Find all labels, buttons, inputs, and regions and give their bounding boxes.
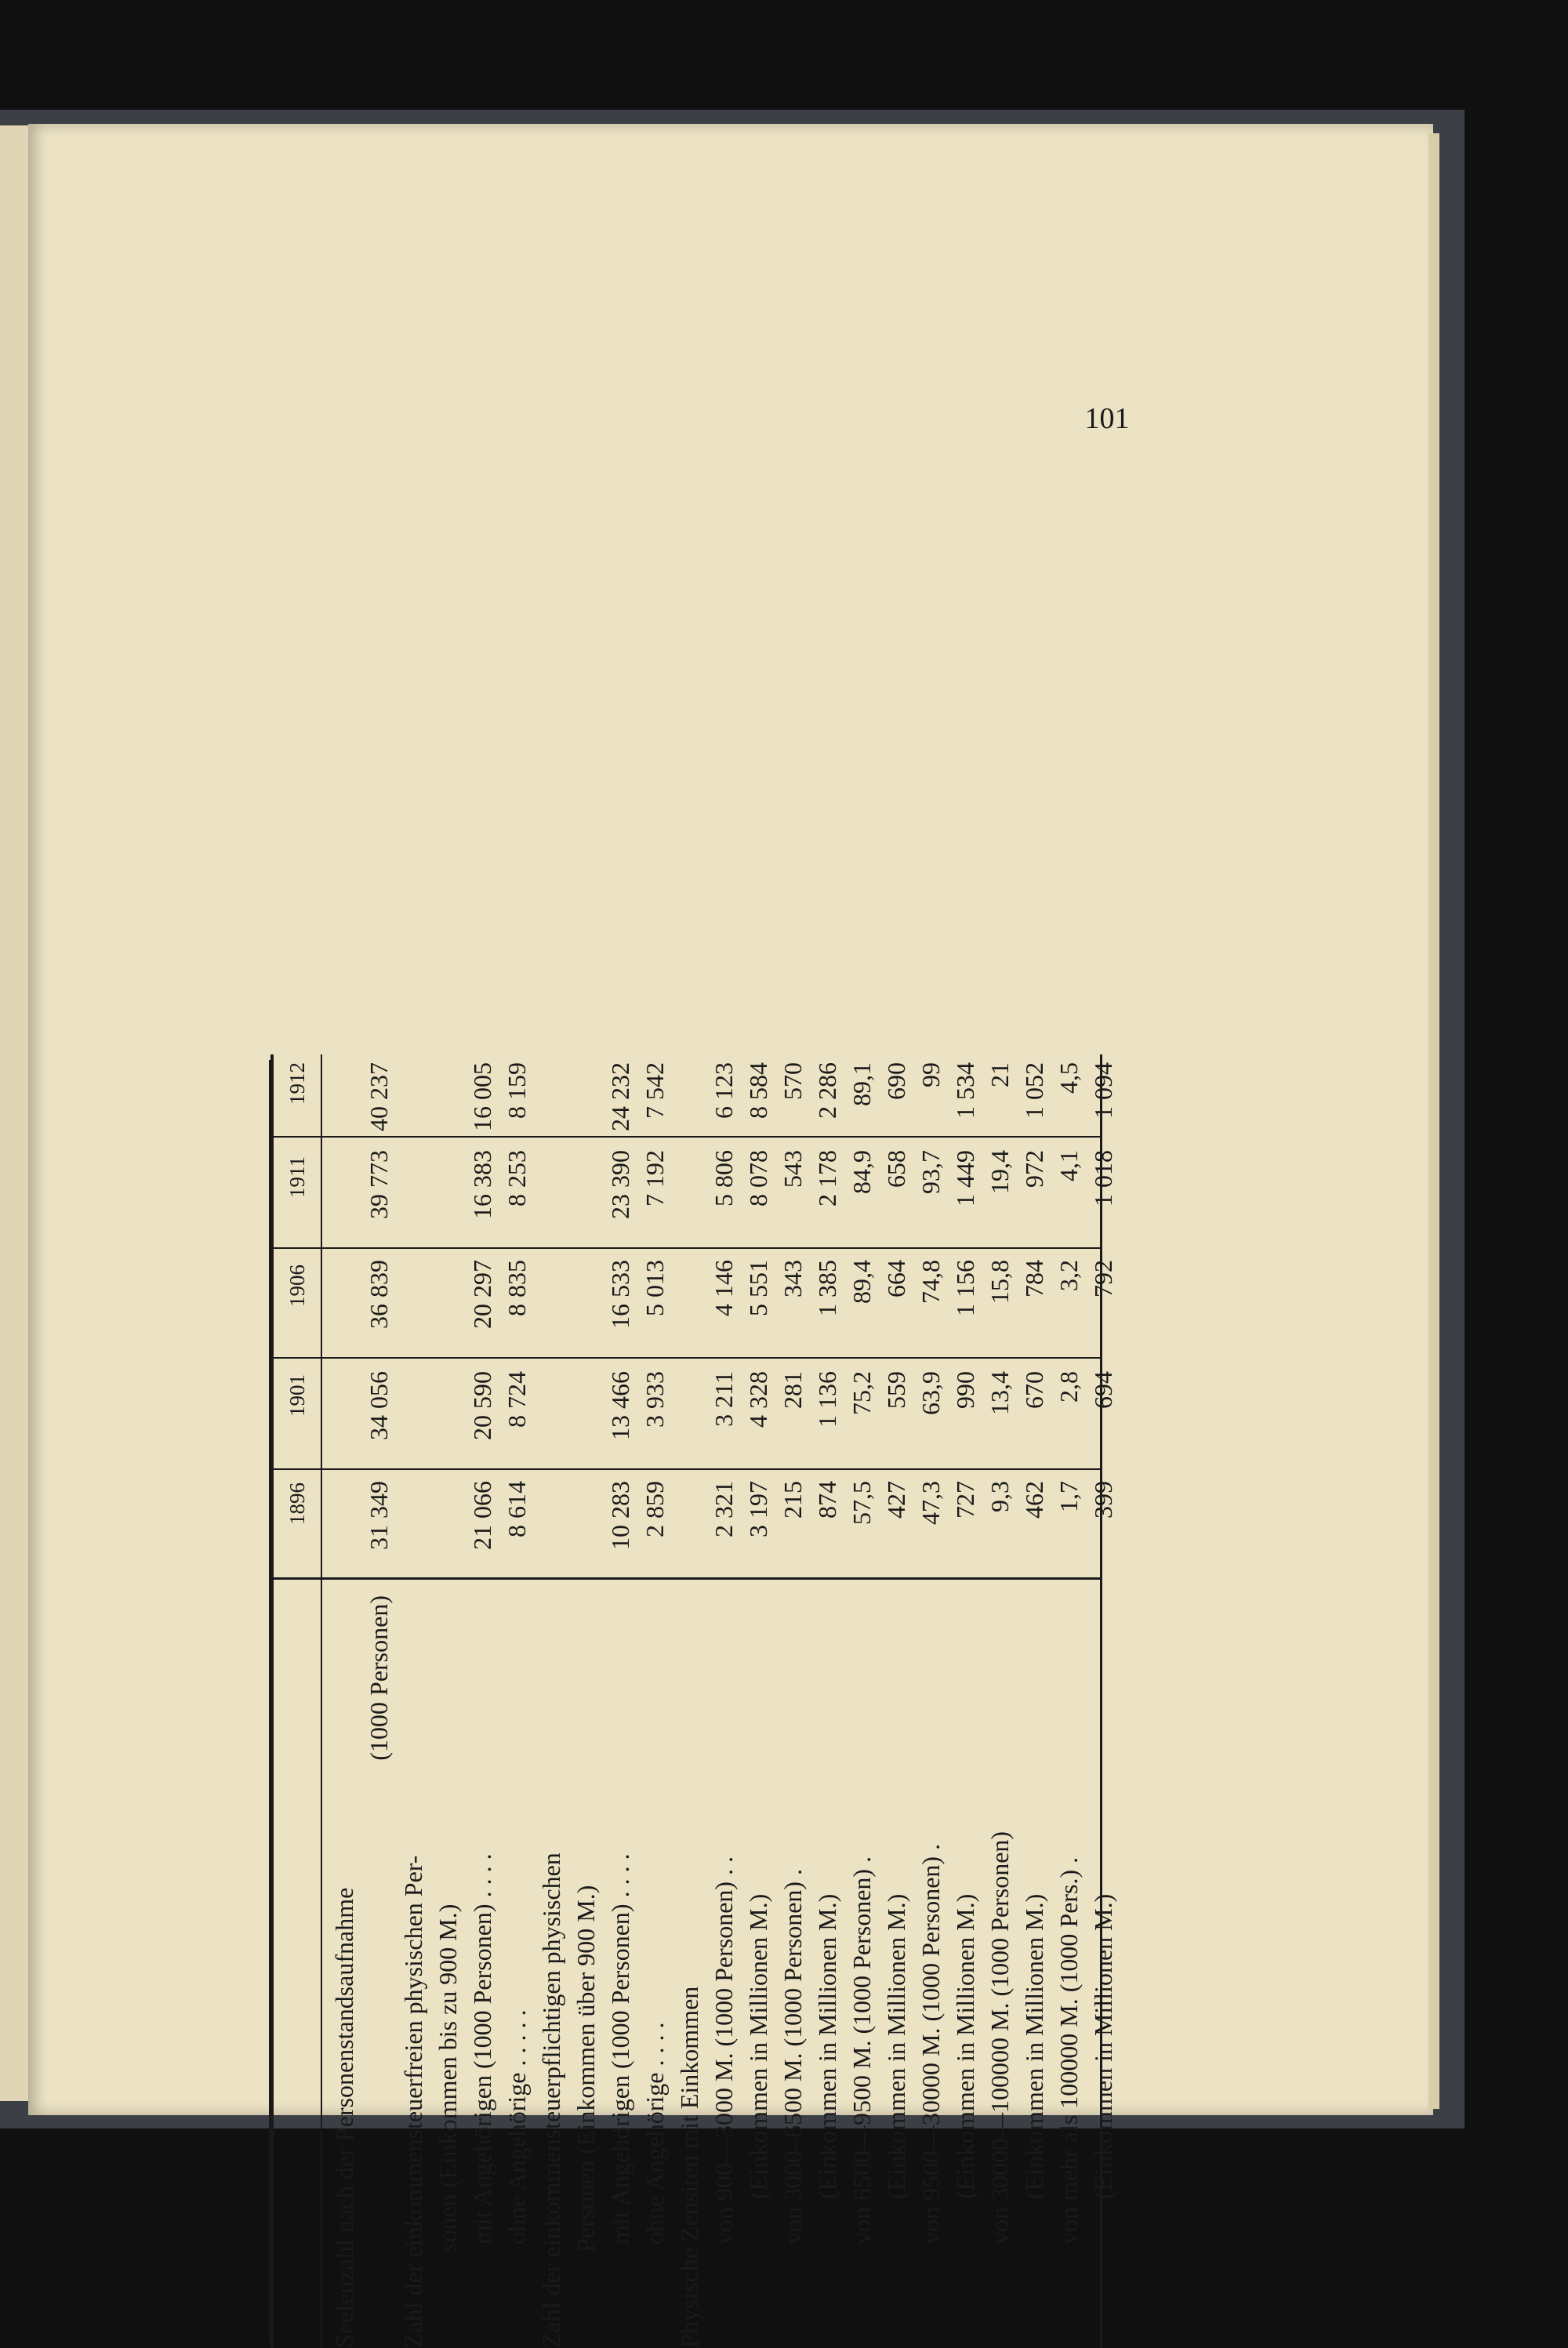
table-cell: 784 [1020, 1260, 1048, 1297]
row-label-continued: Personen (Einkommen über 900 M.) [572, 1885, 600, 2252]
table-cell: 40 237 [365, 1062, 393, 1131]
row-label: (Einkommen in Millionen M.) [1089, 1893, 1117, 2199]
table-cell: 559 [882, 1371, 910, 1409]
row-label: ohne Angehörige . . . . [641, 2022, 669, 2245]
table-cell: 16 383 [468, 1150, 496, 1219]
table-cell: 57,5 [848, 1481, 876, 1525]
table-cell: 9,3 [985, 1481, 1014, 1512]
table-cell: 6 123 [710, 1062, 738, 1119]
table-cell: 570 [779, 1062, 807, 1100]
row-label: von 3000–6500 M. (1000 Personen) . [779, 1868, 807, 2245]
table-cell: 2 859 [641, 1481, 669, 1537]
row-label-continued: (1000 Personen) [365, 1595, 393, 1761]
table-cell: 792 [1089, 1260, 1117, 1297]
table-cell: 343 [779, 1260, 807, 1297]
table-cell: 75,2 [848, 1371, 876, 1415]
table-cell: 21 066 [468, 1481, 496, 1550]
row-label: (Einkommen in Millionen M.) [1020, 1893, 1048, 2199]
table-cell: 13,4 [985, 1371, 1014, 1415]
table-cell: 16 005 [468, 1062, 496, 1131]
table-cell: 4,1 [1054, 1150, 1083, 1181]
row-label: von mehr als 100000 M. (1000 Pers.) . [1054, 1856, 1083, 2245]
row-label: von 9500—30000 M. (1000 Personen) . [916, 1843, 945, 2245]
row-label: Zahl der einkommensteuerfreien physischen Per- [399, 1855, 427, 2348]
row-label: von 900—3000 M. (1000 Personen) . . [710, 1856, 738, 2245]
row-label: Physische Zensiten mit Einkommen [675, 1986, 703, 2348]
row-label: (Einkommen in Millionen M.) [882, 1893, 910, 2199]
table-cell: 8 614 [503, 1481, 531, 1537]
table-cell: 990 [951, 1371, 979, 1409]
table-cell: 690 [882, 1062, 910, 1100]
header-year-1906: 1906 [285, 1265, 309, 1307]
table-cell: 8 835 [503, 1260, 531, 1316]
table-cell: 427 [882, 1481, 910, 1519]
row-label: (Einkommen in Millionen M.) [813, 1893, 841, 2199]
table-cell: 20 297 [468, 1260, 496, 1329]
row-label: (Einkommen in Millionen M.) [951, 1893, 979, 2199]
table-cell: 8 584 [744, 1062, 772, 1119]
table-cell: 727 [951, 1481, 979, 1519]
table-cell: 215 [779, 1481, 807, 1519]
table-cell: 1 018 [1089, 1150, 1117, 1207]
table-cell: 89,1 [848, 1062, 876, 1106]
table-cell: 3,2 [1054, 1260, 1083, 1291]
table-cell: 664 [882, 1260, 910, 1297]
table-cell: 2 286 [813, 1062, 841, 1119]
page-stack-edge [1428, 133, 1439, 2109]
table-cell: 1 534 [951, 1062, 979, 1119]
row-label: von 30000—100000 M. (1000 Personen) [985, 1831, 1014, 2245]
table-cell: 63,9 [916, 1371, 945, 1415]
column-rule [270, 1247, 1102, 1249]
table-cell: 1 449 [951, 1150, 979, 1207]
header-year-1896: 1896 [285, 1482, 309, 1525]
table-cell: 5 013 [641, 1260, 669, 1316]
table-cell: 74,8 [916, 1260, 945, 1304]
table-cell: 7 192 [641, 1150, 669, 1207]
row-label: (Einkommen in Millionen M.) [744, 1893, 772, 2199]
table-cell: 5 806 [710, 1150, 738, 1207]
table-cell: 1 385 [813, 1260, 841, 1316]
table-cell: 1 052 [1020, 1062, 1048, 1119]
table-cell: 2 321 [710, 1481, 738, 1537]
table-cell: 10 283 [606, 1481, 634, 1550]
table-cell: 89,4 [848, 1260, 876, 1304]
table-cell: 34 056 [365, 1371, 393, 1440]
table-cell: 3 197 [744, 1481, 772, 1537]
table-cell: 543 [779, 1150, 807, 1188]
table-cell: 21 [985, 1062, 1014, 1087]
table-cell: 2 178 [813, 1150, 841, 1207]
table-cell: 8 253 [503, 1150, 531, 1207]
table-cell: 36 839 [365, 1260, 393, 1329]
table-cell: 8 724 [503, 1371, 531, 1428]
table-cell: 84,9 [848, 1150, 876, 1194]
header-year-1912: 1912 [285, 1062, 309, 1105]
row-label: von 6500—9500 M. (1000 Personen) . [848, 1856, 876, 2245]
table-cell: 23 390 [606, 1150, 634, 1219]
table-cell: 16 533 [606, 1260, 634, 1329]
table-cell: 670 [1020, 1371, 1048, 1409]
table-cell: 31 349 [365, 1481, 393, 1550]
table-cell: 39 773 [365, 1150, 393, 1219]
row-label: mit Angehörigen (1000 Personen) . . . . [468, 1853, 496, 2245]
table-cell: 8 078 [744, 1150, 772, 1207]
table-cell: 13 466 [606, 1371, 634, 1440]
table-cell: 972 [1020, 1150, 1048, 1188]
table-cell: 1 156 [951, 1260, 979, 1316]
table-cell: 7 542 [641, 1062, 669, 1119]
table-cell: 658 [882, 1150, 910, 1188]
statistics-table [270, 466, 1133, 2348]
table-cell: 874 [813, 1481, 841, 1519]
table-cell: 93,7 [916, 1150, 945, 1194]
table-cell: 1 136 [813, 1371, 841, 1428]
table-cell: 47,3 [916, 1481, 945, 1525]
table-cell: 4,5 [1054, 1062, 1083, 1094]
table-cell: 3 211 [710, 1371, 738, 1427]
table-cell: 1 094 [1089, 1062, 1117, 1119]
table-cell: 99 [916, 1062, 945, 1087]
table-cell: 694 [1089, 1371, 1117, 1409]
table-cell: 3 933 [641, 1371, 669, 1428]
row-label: ohne Angehörige . . . . . [503, 2009, 531, 2245]
table-cell: 462 [1020, 1481, 1048, 1519]
column-rule [270, 1357, 1102, 1359]
table-cell: 24 232 [606, 1062, 634, 1131]
table-cell: 8 159 [503, 1062, 531, 1119]
table-cell: 281 [779, 1371, 807, 1409]
header-year-1911: 1911 [285, 1156, 309, 1198]
column-rule [270, 1468, 1102, 1470]
facing-page-edge [0, 125, 28, 2101]
table-cell: 1,7 [1054, 1481, 1083, 1512]
column-rule [270, 1577, 1102, 1580]
table-cell: 15,8 [985, 1260, 1014, 1304]
row-label: Zahl der einkommensteuerpflichtigen physischen [537, 1853, 565, 2348]
table-cell: 19,4 [985, 1150, 1014, 1194]
table-cell: 4 146 [710, 1260, 738, 1316]
table-cell: 5 551 [744, 1260, 772, 1316]
row-label-continued: sonen (Einkommen bis zu 900 M.) [434, 1903, 462, 2252]
table-cell: 2,8 [1054, 1371, 1083, 1403]
page-number: 101 [1084, 402, 1130, 435]
row-label: mit Angehörigen (1000 Personen) . . . . [606, 1853, 634, 2245]
table-cell: 4 328 [744, 1371, 772, 1428]
table-cell: 20 590 [468, 1371, 496, 1440]
header-year-1901: 1901 [285, 1374, 309, 1417]
column-rule [270, 1136, 1102, 1138]
table-cell: 399 [1089, 1481, 1117, 1519]
row-label: Seelenzahl nach der Personenstandsaufnahme [330, 1887, 358, 2348]
